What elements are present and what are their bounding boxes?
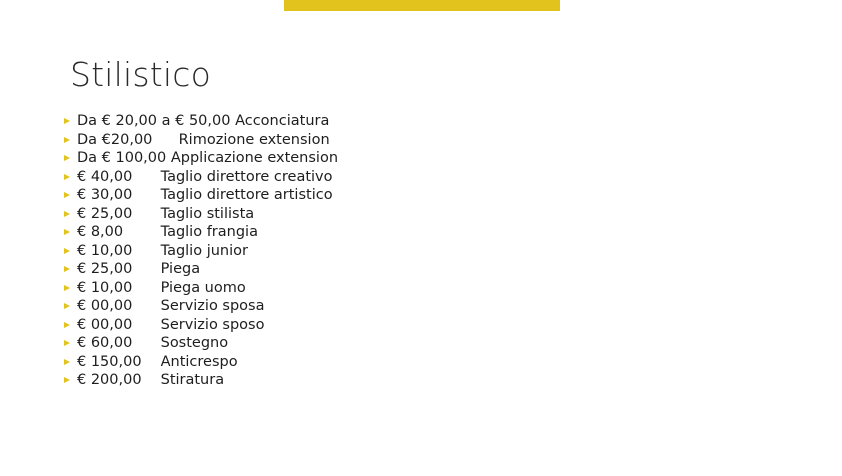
service-name: Servizio sposo — [160, 316, 265, 333]
service-name: Rimozione extension — [178, 131, 330, 148]
list-item — [64, 205, 338, 224]
bullet-triangle-icon — [64, 174, 70, 180]
bullet-triangle-icon — [64, 285, 70, 291]
bullet-triangle-icon — [64, 211, 70, 217]
bullet-triangle-icon — [64, 192, 70, 198]
service-name: Piega uomo — [160, 279, 246, 296]
bullet-triangle-icon — [64, 266, 70, 272]
price: Da € 20,00 a € 50,00 — [77, 113, 231, 129]
bullet-triangle-icon — [64, 229, 70, 235]
service-name: Taglio stilista — [160, 205, 255, 222]
list-item — [64, 223, 338, 242]
service-name: Applicazione extension — [170, 150, 339, 166]
price-list — [64, 112, 338, 390]
service-name: Stiratura — [160, 372, 225, 388]
list-item — [64, 186, 338, 205]
service-name: Taglio junior — [160, 242, 248, 259]
price: € 00,00 — [77, 298, 133, 314]
service-name: Acconciatura — [235, 113, 330, 129]
list-item — [64, 149, 338, 168]
price: € 25,00 — [77, 261, 133, 277]
bullet-triangle-icon — [64, 340, 70, 346]
service-name: Piega — [160, 261, 201, 277]
list-item — [64, 242, 338, 261]
list-item — [64, 112, 338, 131]
price: € 200,00 — [77, 372, 142, 388]
list-item — [64, 353, 338, 372]
service-name: Sostegno — [160, 335, 229, 351]
service-name: Servizio sposa — [160, 298, 265, 314]
bullet-triangle-icon — [64, 155, 70, 161]
bullet-triangle-icon — [64, 322, 70, 328]
bullet-triangle-icon — [64, 377, 70, 383]
price: € 10,00 — [77, 242, 133, 259]
list-item — [64, 260, 338, 279]
list-item — [64, 316, 338, 335]
accent-top-bar — [284, 0, 560, 11]
price: Da € 100,00 — [77, 150, 167, 166]
bullet-triangle-icon — [64, 137, 70, 143]
price: € 25,00 — [77, 205, 133, 222]
page-title: Stilistico — [70, 55, 212, 94]
price: € 60,00 — [77, 335, 133, 351]
service-name: Taglio frangia — [160, 224, 258, 240]
price: € 00,00 — [77, 316, 133, 333]
price: € 150,00 — [77, 353, 142, 370]
list-item — [64, 131, 338, 150]
service-name: Taglio direttore creativo — [160, 168, 333, 185]
price: € 10,00 — [77, 279, 133, 296]
list-item — [64, 297, 338, 316]
bullet-triangle-icon — [64, 359, 70, 365]
list-item — [64, 168, 338, 187]
bullet-triangle-icon — [64, 248, 70, 254]
list-item — [64, 371, 338, 390]
service-name: Taglio direttore artistico — [160, 187, 333, 203]
list-item — [64, 334, 338, 353]
bullet-triangle-icon — [64, 118, 70, 124]
price: Da €20,00 — [77, 131, 153, 148]
price: € 40,00 — [77, 168, 133, 185]
price: € 30,00 — [77, 187, 133, 203]
bullet-triangle-icon — [64, 303, 70, 309]
list-item — [64, 279, 338, 298]
price: € 8,00 — [77, 224, 124, 240]
service-name: Anticrespo — [160, 353, 238, 370]
